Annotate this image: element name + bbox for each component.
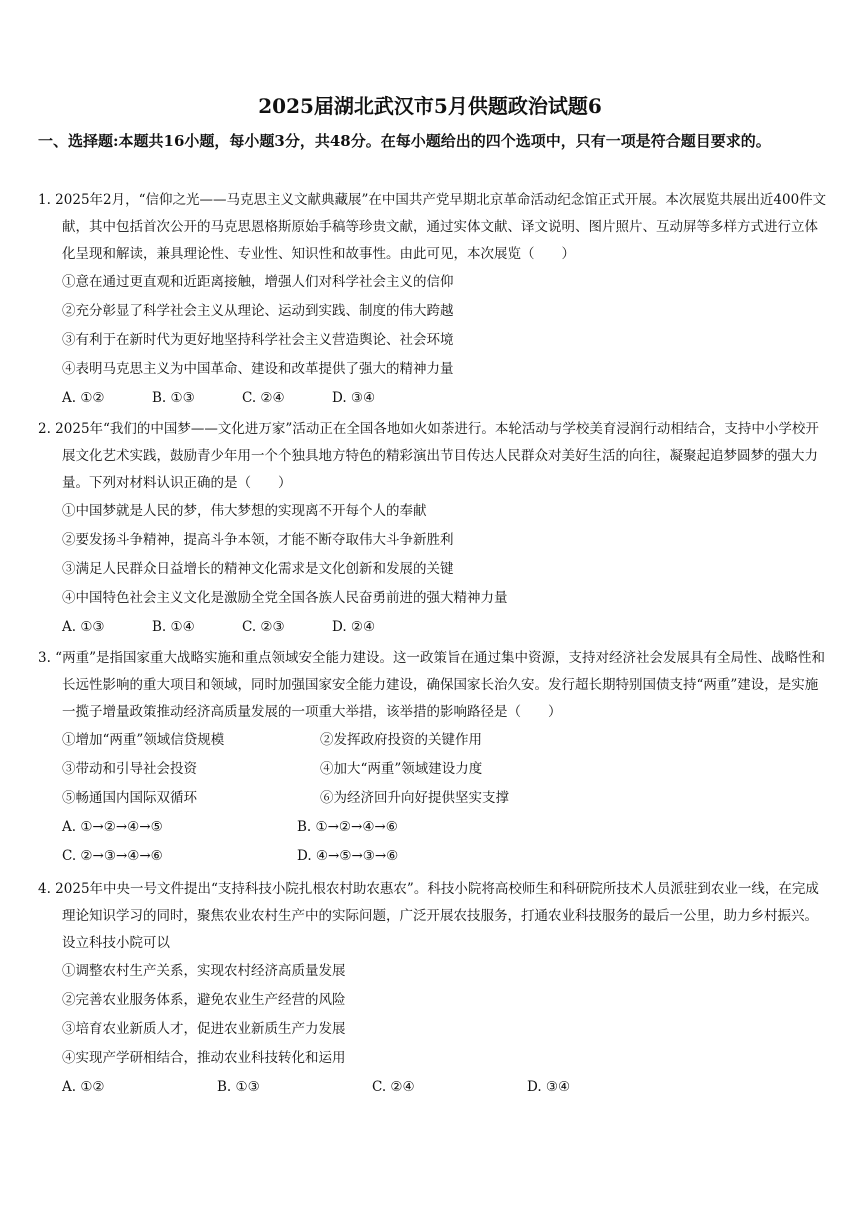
question-3-option: ⑤畅通国内国际双循环 <box>62 790 197 806</box>
answer-choice-c: C. ②④ <box>372 1079 415 1095</box>
question-3-option-row <box>38 726 830 755</box>
question-4-option: ②完善农业服务体系，避免农业生产经营的风险 <box>62 992 346 1008</box>
question-3-option: ②发挥政府投资的关键作用 <box>320 732 482 748</box>
answer-choice-a: A. ①③ <box>62 619 105 635</box>
answer-choice-c: C. ②④ <box>242 390 285 406</box>
answer-choice-d: D. ③④ <box>527 1079 571 1095</box>
question-3-option: ④加大“两重”领域建设力度 <box>320 761 483 777</box>
question-3-answer-row <box>38 842 830 871</box>
question-2-option: ②要发扬斗争精神，提高斗争本领，才能不断夺取伟大斗争新胜利 <box>62 532 454 548</box>
answer-choice-d: D. ③④ <box>332 390 376 406</box>
question-1-stem: 1. 2025年2月，“信仰之光——马克思主义文献典藏展”在中国共产党早期北京革命活动纪念馆正式开展。本次展览共展出近400件文献，其中包括首次公开的马克思恩格斯原始手稿等珍贵文献，通过实体文献、译文说明、图片照片、互动屏等多样方式进行立体化呈现和解读，兼具理论性、专业性、知识性和故事性。由此可见，本次展览（ ） <box>38 192 827 262</box>
answer-choice-b: B. ①→②→④→⑥ <box>297 819 398 835</box>
question-3-option: ⑥为经济回升向好提供坚实支撑 <box>320 790 509 806</box>
question-3 <box>38 645 830 871</box>
section-heading: 一、选择题:本题共16小题，每小题3分，共48分。在每小题给出的四个选项中，只有一项是符合题目要求的。 <box>38 132 771 150</box>
question-3-option: ①增加“两重”领域信贷规模 <box>62 732 225 748</box>
question-4-option: ④实现产学研相结合，推动农业科技转化和运用 <box>62 1050 346 1066</box>
answer-choice-b: B. ①④ <box>152 619 195 635</box>
answer-choice-b: B. ①③ <box>217 1079 260 1095</box>
question-2-option: ③满足人民群众日益增长的精神文化需求是文化创新和发展的关键 <box>62 561 454 577</box>
question-1-answers <box>38 384 830 413</box>
answer-choice-b: B. ①③ <box>152 390 195 406</box>
question-4-stem: 4. 2025年中央一号文件提出“支持科技小院扎根农村助农惠农”。科技小院将高校师生和科研院所技术人员派驻到农业一线，在完成理论知识学习的同时，聚焦农业农村生产中的实际问题，广泛开展农技服务，打通农业科技服务的最后一公里，助力乡村振兴。设立科技小院可以 <box>38 881 819 951</box>
answer-choice-c: C. ②③ <box>242 619 285 635</box>
question-1-option: ③有利于在新时代为更好地坚持科学社会主义营造舆论、社会环境 <box>62 332 454 348</box>
answer-choice-a: A. ①→②→④→⑤ <box>62 819 163 835</box>
question-3-option-row <box>38 784 830 813</box>
question-3-stem: 3. “两重”是指国家重大战略实施和重点领域安全能力建设。这一政策旨在通过集中资源，支持对经济社会发展具有全局性、战略性和长远性影响的重大项目和领域，同时加强国家安全能力建设，确保国家长治久安。发行超长期特别国债支持“两重”建设，是实施一揽子增量政策推动经济高质量发展的一项重大举措，该举措的影响路径是（ ） <box>38 650 825 720</box>
answer-choice-d: D. ②④ <box>332 619 376 635</box>
question-3-option-row <box>38 755 830 784</box>
question-4 <box>38 876 830 1102</box>
question-2-answers <box>38 613 830 642</box>
question-2-stem: 2. 2025年“我们的中国梦——文化进万家”活动正在全国各地如火如荼进行。本轮活动与学校美育浸润行动相结合，支持中小学校开展文化艺术实践，鼓励青少年用一个个独具地方特色的精彩演出节目传达人民群众对美好生活的向往，凝聚起追梦圆梦的强大力量。下列对材料认识正确的是（ ） <box>38 421 819 491</box>
answer-choice-d: D. ④→⑤→③→⑥ <box>297 848 399 864</box>
question-4-answers <box>38 1073 830 1102</box>
question-4-option: ③培育农业新质人才，促进农业新质生产力发展 <box>62 1021 346 1037</box>
question-3-answer-row <box>38 813 830 842</box>
answer-choice-a: A. ①② <box>62 390 105 406</box>
question-1-option: ②充分彰显了科学社会主义从理论、运动到实践、制度的伟大跨越 <box>62 303 454 319</box>
question-1-option: ④表明马克思主义为中国革命、建设和改革提供了强大的精神力量 <box>62 361 454 377</box>
exam-title: 2025届湖北武汉市5月供题政治试题6 <box>258 94 602 118</box>
answer-choice-c: C. ②→③→④→⑥ <box>62 848 163 864</box>
question-1 <box>38 187 830 413</box>
answer-choice-a: A. ①② <box>62 1079 105 1095</box>
question-4-option: ①调整农村生产关系，实现农村经济高质量发展 <box>62 963 346 979</box>
question-3-option: ③带动和引导社会投资 <box>62 761 197 777</box>
question-2-option: ④中国特色社会主义文化是激励全党全国各族人民奋勇前进的强大精神力量 <box>62 590 508 606</box>
question-1-option: ①意在通过更直观和近距离接触，增强人们对科学社会主义的信仰 <box>62 274 454 290</box>
question-2-option: ①中国梦就是人民的梦，伟大梦想的实现离不开每个人的奉献 <box>62 503 427 519</box>
question-2 <box>38 416 830 642</box>
